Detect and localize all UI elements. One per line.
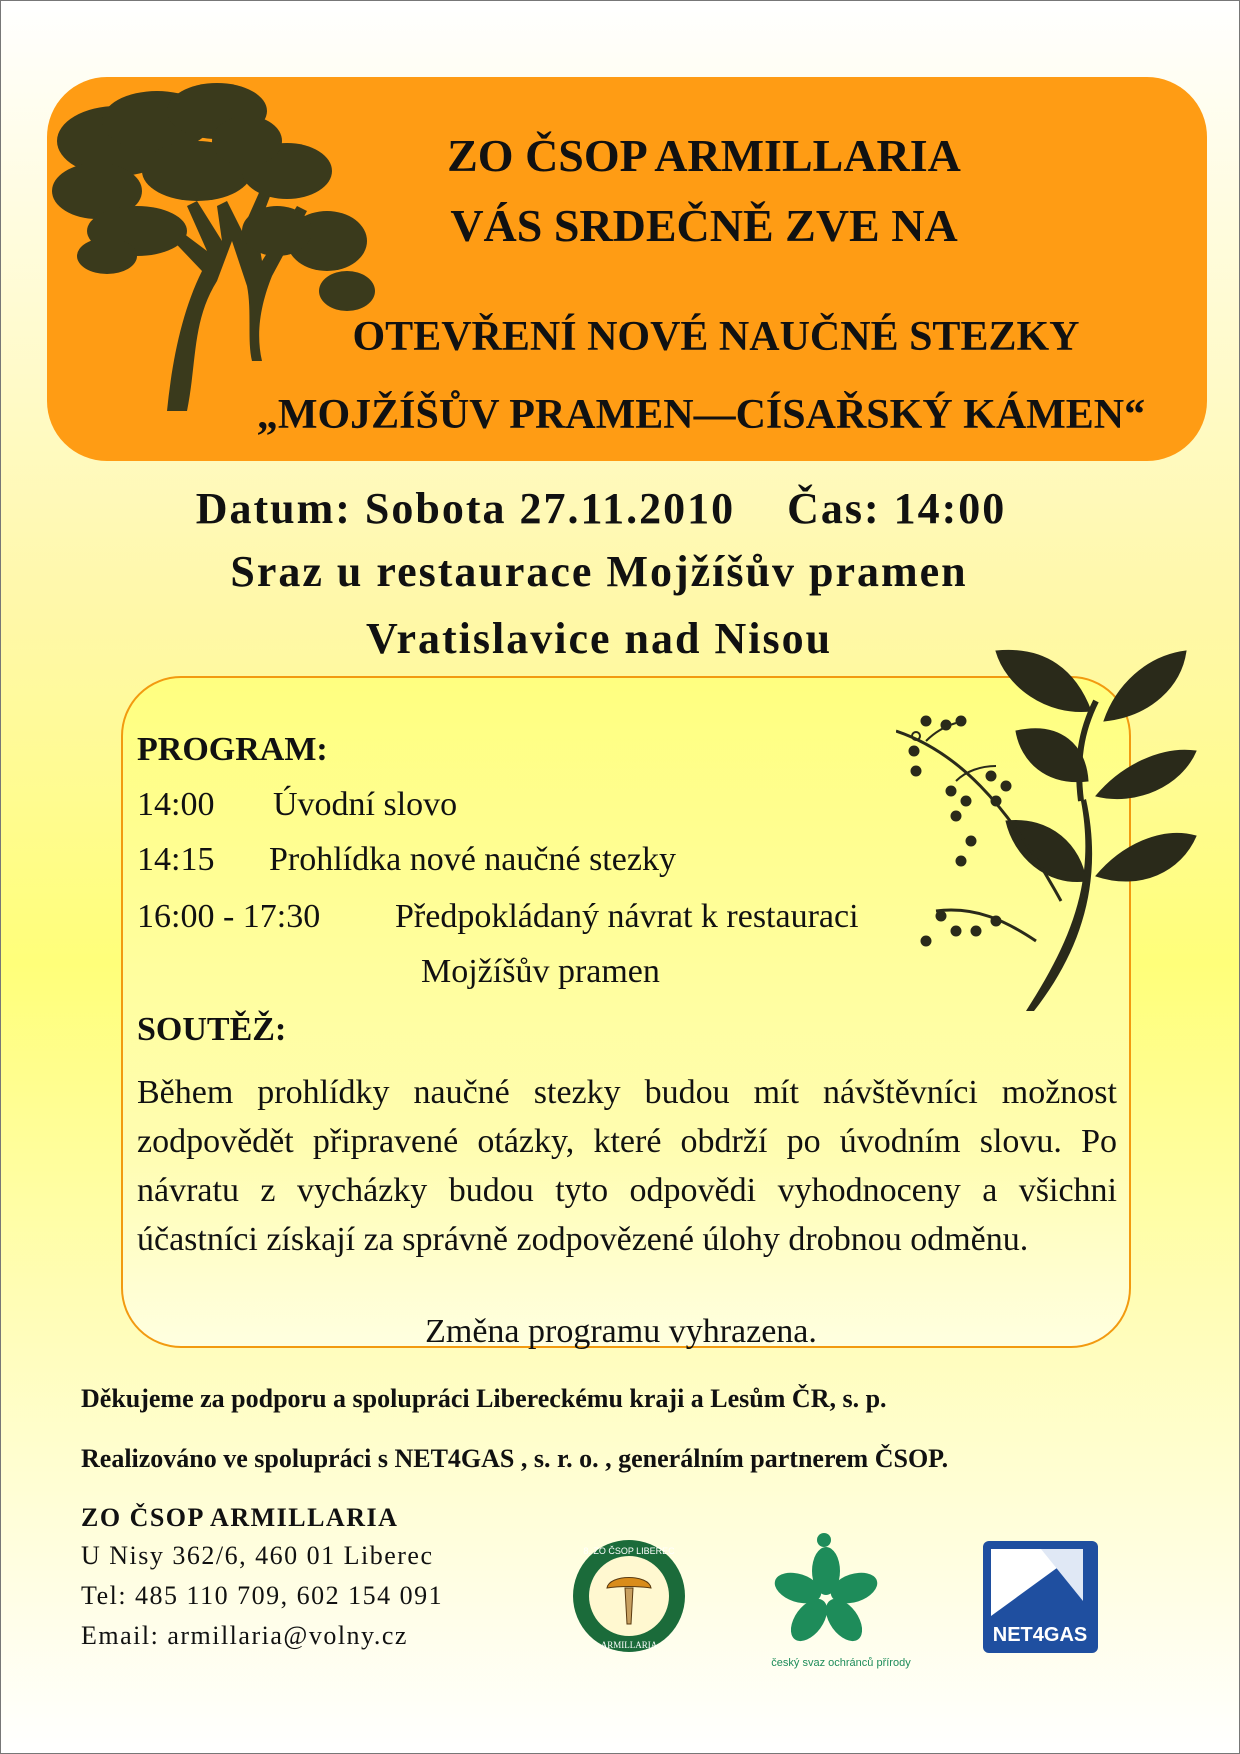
- program-time-2: 14:15: [137, 841, 215, 878]
- contact-tel: Tel: 485 110 709, 602 154 091: [81, 1581, 444, 1610]
- event-title: OTEVŘENÍ NOVÉ NAUČNÉ STEZKY: [352, 314, 1080, 360]
- csop-logo-text: český svaz ochránců přírody: [771, 1657, 911, 1669]
- program-time-1: 14:00: [137, 786, 215, 823]
- net4gas-logo-text: NET4GAS: [992, 1624, 1088, 1646]
- armillaria-logo-top: 8. ZO ČSOP LIBEREC: [583, 1546, 675, 1556]
- contact-email: Email: armillaria@volny.cz: [81, 1621, 408, 1650]
- trail-name: „MOJŽÍŠŮV PRAMEN—CÍSAŘSKÝ KÁMEN“: [256, 392, 1146, 438]
- contact-org: ZO ČSOP ARMILLARIA: [81, 1503, 399, 1532]
- armillaria-logo: [569, 1536, 689, 1656]
- program-text-2: Prohlídka nové naučné stezky: [269, 841, 676, 878]
- thanks-line-2: Realizováno ve spolupráci s NET4GAS , s. r. o. , generálním partnerem ČSOP.: [81, 1444, 949, 1473]
- program-heading: PROGRAM:: [137, 731, 328, 768]
- meeting-point: Sraz u restaurace Mojžíšův pramen: [230, 547, 968, 596]
- header-line-1: ZO ČSOP ARMILLARIA: [447, 130, 961, 181]
- program-text-3: Předpokládaný návrat k restauraci: [395, 898, 859, 935]
- date-time: Datum: Sobota 27.11.2010 Čas: 14:00: [195, 484, 1007, 533]
- place: Vratislavice nad Nisou: [365, 614, 833, 663]
- change-note: Změna programu vyhrazena.: [425, 1313, 817, 1350]
- armillaria-logo-bottom: ARMILLARIA: [600, 1640, 658, 1650]
- contest-heading: SOUTĚŽ:: [137, 1011, 287, 1048]
- plant-icon: [896, 641, 1226, 1011]
- thanks-line-1: Děkujeme za podporu a spolupráci Libereckému kraji a Lesům ČR, s. p.: [81, 1384, 887, 1413]
- contest-text: Během prohlídky naučné stezky budou mít návštěvníci možnost zodpovědět připravené otázky, které obdrží po úvodním slovu. Po návratu z vycházky budou tyto odpovědi vyhodnoceny a všichni účastníci získají za správně zodpovězené úlohy drobnou odměnu.: [137, 1074, 1117, 1258]
- program-time-3: 16:00 - 17:30: [137, 898, 321, 935]
- program-text-1: Úvodní slovo: [273, 786, 458, 823]
- net4gas-logo: [983, 1541, 1098, 1653]
- program-text-3-cont: Mojžíšův pramen: [421, 953, 660, 990]
- csop-logo: [766, 1526, 916, 1671]
- header-line-2: VÁS SRDEČNĚ ZVE NA: [450, 200, 958, 251]
- contact-address: U Nisy 362/6, 460 01 Liberec: [81, 1541, 434, 1570]
